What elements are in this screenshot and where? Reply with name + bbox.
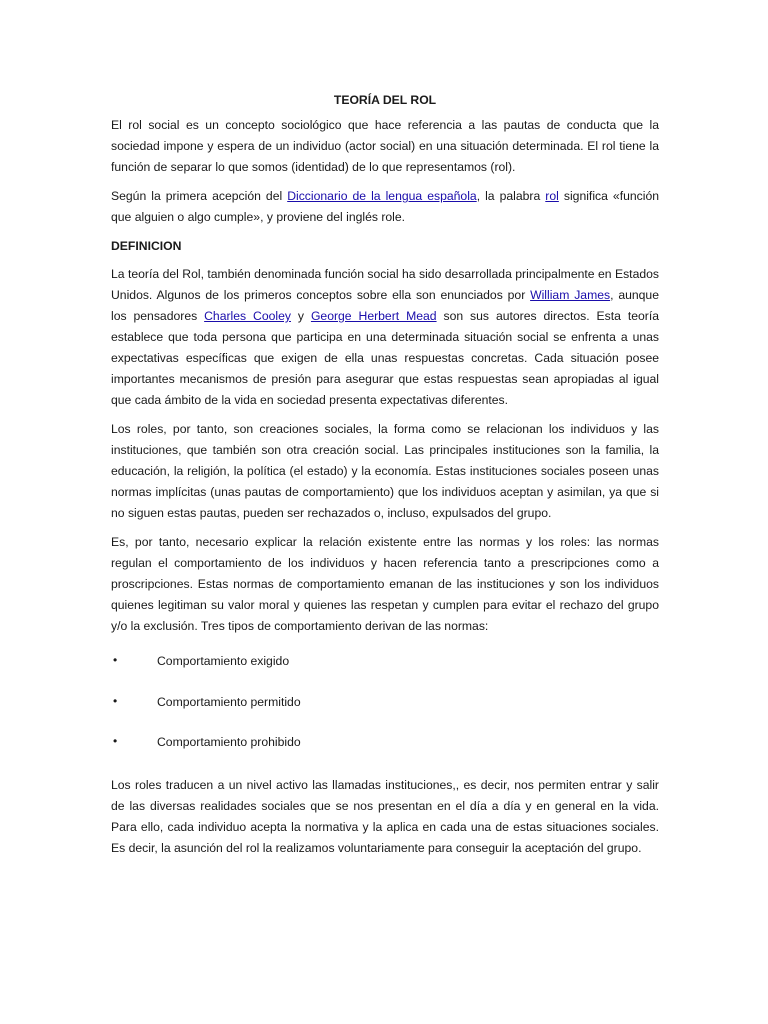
link-charles-cooley[interactable]: Charles Cooley <box>204 309 291 323</box>
paragraph-conclusion: Los roles traducen a un nivel activo las llamadas instituciones,, es decir, nos permiten entrar y salir de las diversas realidades sociales que se nos presentan en el día a día y en general en la vida. Para ello, cada individuo acepta la normativa y la aplica en cada una de estas situaciones sociales. Es decir, la asunción del rol la realizamos voluntariamente para conseguir la aceptación del grupo. <box>111 777 659 855</box>
text-span: son sus autores directos. Esta teoría establece que toda persona que participa en una determinada situación social se enfrenta a unas expectativas específicas que exigen de ella unas respuestas concretas. Cada situación posee importantes mecanismos de presión para asegurar que estas respuestas sean apropiadas al igual que cada ámbito de la vida en sociedad presenta expectativas diferentes. <box>111 309 659 407</box>
link-rol[interactable]: rol <box>545 189 559 203</box>
link-george-herbert-mead[interactable]: George Herbert Mead <box>310 309 437 323</box>
behavior-list <box>111 645 659 767</box>
text-span: Según la primera acepción del <box>111 189 288 203</box>
link-william-james[interactable]: William James <box>530 288 611 302</box>
bullet-icon: • <box>113 693 118 708</box>
link-diccionario[interactable]: Diccionario de la lengua española <box>287 189 477 203</box>
text-span: y <box>290 309 311 323</box>
list-item-label: Comportamiento prohibido <box>157 735 301 749</box>
list-item-label: Comportamiento permitido <box>157 694 301 709</box>
bullet-icon: • <box>113 734 118 748</box>
list-item <box>111 726 659 767</box>
paragraph-norms: Es, por tanto, necesario explicar la relación existente entre las normas y los roles: las normas regulan el comportamiento de los individuos y hacen referencia tanto a prescripciones como a proscripciones. Estas normas de comportamiento emanan de las instituciones y son los individuos quienes legitiman su valor moral y quienes las respetan y cumplen para evitar el rechazo del grupo y/o la exclusión. Tres tipos de comportamiento derivan de las normas: <box>111 535 659 633</box>
paragraph-definition-source <box>111 186 659 228</box>
text-span: La teoría del Rol, también denominada función social ha sido desarrollada principalmente en Estados Unidos. Algunos de los primeros conceptos sobre ella son enunciados por <box>111 267 659 302</box>
document-page <box>111 90 659 867</box>
document-title: TEORÍA DEL ROL <box>333 93 437 107</box>
paragraph-theory <box>111 264 659 411</box>
list-item <box>111 645 659 686</box>
text-span: , aunque los pensadores <box>111 288 659 323</box>
heading-definicion: DEFINICION <box>111 239 182 253</box>
bullet-icon: • <box>113 653 118 667</box>
paragraph-roles: Los roles, por tanto, son creaciones sociales, la forma como se relacionan los individuos y las instituciones, que también son otra creación social. Las principales instituciones son la familia, la educación, la religión, la política (el estado) y la economía. Estas instituciones sociales poseen unas normas implícitas (unas pautas de comportamiento) que los individuos aceptan y asimilan, ya que si no siguen estas pautas, pueden ser rechazados o, incluso, expulsados del grupo. <box>111 422 659 520</box>
text-span: significa «función que alguien o algo cumple», y proviene del inglés role. <box>111 189 659 224</box>
text-span: , la palabra <box>476 189 546 203</box>
list-item-label: Comportamiento exigido <box>157 654 290 668</box>
paragraph-intro: El rol social es un concepto sociológico que hace referencia a las pautas de conducta que la sociedad impone y espera de un individuo (actor social) en una situación determinada. El rol tiene la función de separar lo que somos (identidad) de lo que representamos (rol). <box>111 118 659 174</box>
list-item <box>111 686 659 727</box>
